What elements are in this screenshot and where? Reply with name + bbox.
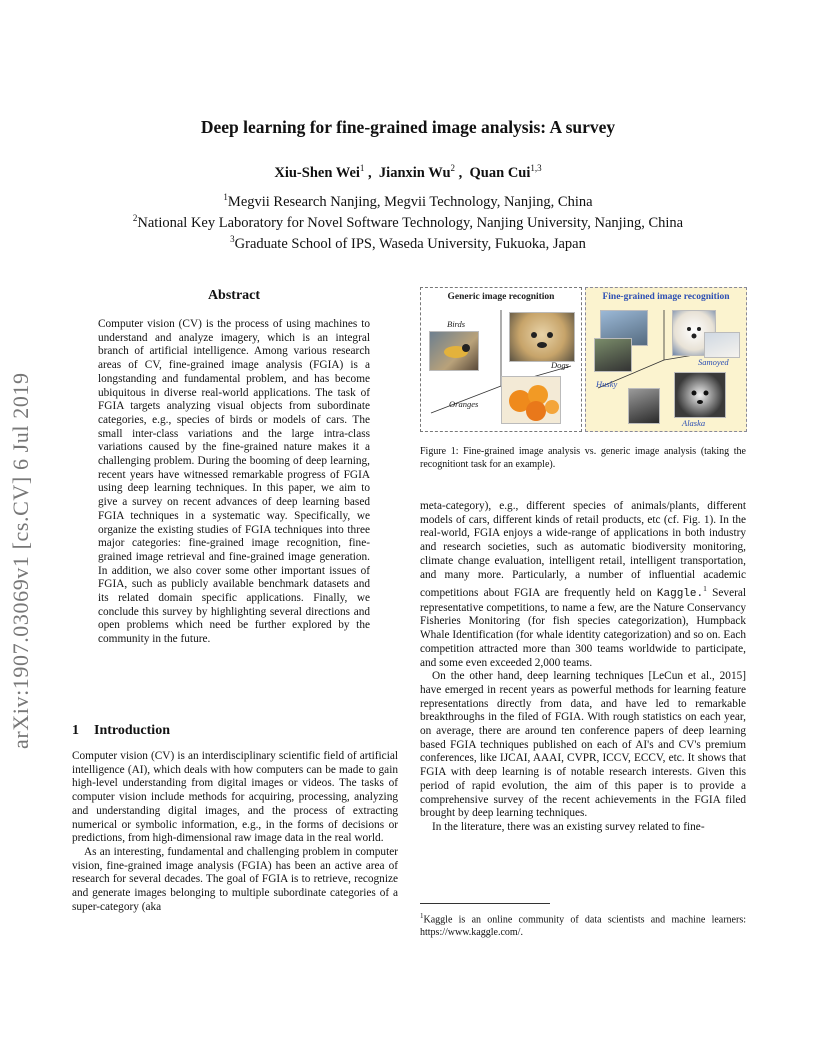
label-birds: Birds bbox=[447, 319, 466, 329]
affiliation-mark: 2 bbox=[132, 213, 138, 223]
dog-image bbox=[509, 312, 575, 362]
affiliation-text: National Key Laboratory for Novel Software Technology, Nanjing University, Nanjing, China bbox=[137, 214, 684, 231]
footnote-rule bbox=[420, 903, 550, 904]
label-alaska: Alaska bbox=[682, 418, 706, 428]
abstract-heading: Abstract bbox=[207, 288, 261, 303]
paragraph bbox=[420, 500, 746, 670]
alaska-image-2 bbox=[674, 372, 726, 418]
label-dogs: Dogs bbox=[551, 360, 569, 370]
footnote-mark: 1 bbox=[420, 912, 424, 920]
dog-icon bbox=[510, 313, 574, 361]
author-affiliation-mark: 2 bbox=[450, 163, 456, 173]
author-affiliation-mark: 1 bbox=[359, 163, 365, 173]
bird-image bbox=[429, 331, 479, 371]
footnote-text: Kaggle is an online community of data scientists and machine learners: https://www.kaggle.com/. bbox=[420, 914, 746, 938]
paragraph: On the other hand, deep learning techniques [LeCun et al., 2015] have emerged in recent years as powerful methods for learning feature representations directly from data, and have led to remarkable breakthroughs in the filed of FGIA. With rough statistics on each year, on average, there are around ten conference papers of deep learning based FGIA techniques published on each of AI's and CV's premium conferences, like IJCAI, AAAI, CVPR, ICCV, ECCV, etc. It shows that FGIA with deep learning is of notable research interests. Given this period of rapid evolution, the aim of this paper is to provide a comprehensive survey of the recent achievements in the FGIA filed brought by deep learning techniques. bbox=[420, 670, 746, 820]
husky-image-2 bbox=[594, 338, 632, 372]
orange-icon bbox=[502, 377, 560, 423]
abstract-body: Computer vision (CV) is the process of using machines to understand and analyze imagery, which is an integral branch of artificial intelligence. Among various research areas of CV, fine-grained image analysis (FGIA) is a longstanding and fundamental problem, and has become ubiquitous in diverse real-world applications. The task of FGIA targets analyzing visual objects from subordinate categories, e.g., species of birds or models of cars. The small inter-class variations and the large intra-class variations caused by the fine-grained nature makes it a challenging problem. During the booming of deep learning, recent years have witnessed remarkable progress of FGIA using deep learning techniques. In this paper, we aim to give a survey on recent advances of deep learning based FGIA techniques in a systematic way. Specifically, we organize the existing studies of FGIA techniques into three major categories: fine-grained image recognition, fine-grained image retrieval and fine-grained image generation. In addition, we also cover some other important issues of FGIA, such as publicly available benchmark datasets and its related domain specific applications. Finally, we conclude this survey by highlighting several directions and open problems which need be further explored by the community in the future. bbox=[98, 318, 370, 646]
section-heading bbox=[72, 723, 170, 739]
author-name: Xiu-Shen Wei bbox=[274, 164, 360, 181]
oranges-image bbox=[501, 376, 561, 424]
affiliation bbox=[0, 229, 816, 255]
bird-icon bbox=[430, 332, 478, 370]
label-husky: Husky bbox=[596, 379, 618, 389]
affiliation-mark: 3 bbox=[230, 234, 235, 244]
label-samoyed: Samoyed bbox=[698, 357, 729, 367]
panel-title: Fine-grained image recognition bbox=[602, 292, 730, 302]
figure-panel-fine-grained bbox=[585, 287, 747, 432]
label-oranges: Oranges bbox=[449, 399, 479, 409]
figure-panel-generic bbox=[420, 287, 582, 432]
footnote-mark: 1 bbox=[703, 584, 707, 594]
affiliation-mark: 1 bbox=[223, 192, 228, 202]
paragraph-text: meta-category), e.g., different species of animals/plants, different models of cars, different kinds of retail products, etc (cf. Fig. 1). In the real-world, FGIA enjoys a wide-range of applications in both industry and research societies, such as automatic biodiversity monitoring, climate change evaluation, intelligent retail, intelligent transportation, and many more. Particularly, a number of influential academic competitions about FGIA are frequently held on bbox=[420, 500, 746, 599]
section-title: Introduction bbox=[94, 723, 170, 738]
intro-right-column bbox=[420, 500, 746, 835]
paragraph-text: Several representative competitions, to name a few, are the Nature Conservancy Fisheries Monitoring (for fish species categorization), Humpback Whale Identification (for whale identity categorization) and so on. Each competition attracted more than 300 teams worldwide to participate, and some even exceeded 2,000 teams. bbox=[420, 586, 746, 669]
section-number: 1 bbox=[72, 723, 79, 738]
kaggle-name: Kaggle. bbox=[656, 587, 704, 600]
affiliation-text: Megvii Research Nanjing, Megvii Technology, Nanjing, China bbox=[227, 193, 593, 210]
paper-title: Deep learning for fine-grained image analysis: A survey bbox=[200, 117, 616, 137]
paragraph: As an interesting, fundamental and challenging problem in computer vision, fine-grained image analysis (FGIA) has been an active area of research for several decades. The goal of FGIA is to retrieve, recognize and generate images belonging to multiple subordinate categories of a super-category (aka bbox=[72, 845, 398, 913]
author-name: Quan Cui bbox=[469, 164, 531, 181]
samoyed-image-2 bbox=[704, 332, 740, 358]
footnote bbox=[420, 910, 746, 939]
paragraph: In the literature, there was an existing survey related to fine- bbox=[432, 820, 705, 833]
dog-icon bbox=[675, 373, 725, 417]
alaska-image-1 bbox=[628, 388, 660, 424]
arxiv-identifier: arXiv:1907.03069v1 [cs.CV] 6 Jul 2019 bbox=[8, 372, 33, 749]
author-name: Jianxin Wu bbox=[378, 164, 451, 181]
author-list: Xiu-Shen Wei$^1$ , Jianxin Wu$^2$ , Quan Cui$^{1,3}$ bbox=[274, 163, 542, 181]
author-affiliation-mark: 1,3 bbox=[530, 163, 542, 173]
panel-title: Generic image recognition bbox=[447, 292, 555, 302]
affiliation-text: Graduate School of IPS, Waseda University, Fukuoka, Japan bbox=[234, 235, 586, 252]
figure-caption: Figure 1: Fine-grained image analysis vs. generic image analysis (taking the recognitiont task for an example). bbox=[420, 446, 746, 470]
paragraph: Computer vision (CV) is an interdisciplinary scientific field of artificial intelligence (AI), which deals with how computers can be made to gain high-level understanding from digital images or videos. The tasks of computer vision include methods for acquiring, processing, analyzing and understanding digital images, and the process of extracting numerical or symbolic information, e.g., in the forms of decisions or predictions, from high-dimensional raw image data in the real world. bbox=[72, 750, 398, 845]
intro-left-column bbox=[72, 750, 398, 914]
